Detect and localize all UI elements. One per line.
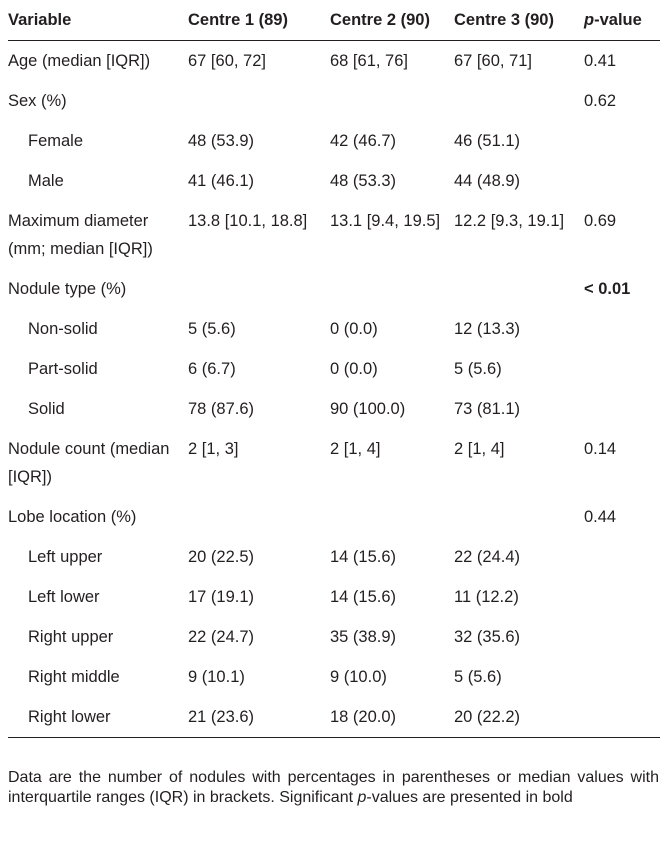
header-p-italic: p xyxy=(584,10,595,29)
row-label: Male xyxy=(28,172,64,190)
footnote-p-italic: p xyxy=(357,789,367,806)
cell-centre-2: 48 (53.3) xyxy=(330,172,397,190)
cell-centre-2: 35 (38.9) xyxy=(330,628,397,646)
nodule-characteristics-table xyxy=(8,0,660,738)
cell-centre-1 xyxy=(188,81,330,121)
row-label: Left lower xyxy=(28,588,100,606)
row-label: Part-solid xyxy=(28,360,98,378)
row-label: Solid xyxy=(28,400,65,418)
cell-centre-1: 13.8 [10.1, 18.8] xyxy=(188,212,308,230)
table-footnote xyxy=(8,768,659,808)
cell-p-value xyxy=(584,537,660,577)
cell-centre-3: 46 (51.1) xyxy=(454,132,521,150)
cell-centre-2: 14 (15.6) xyxy=(330,588,397,606)
cell-p-value xyxy=(584,349,660,389)
cell-centre-3: 5 (5.6) xyxy=(454,360,502,378)
table-row xyxy=(8,389,660,429)
header-centre-3: Centre 3 (90) xyxy=(454,0,584,41)
cell-centre-3: 12 (13.3) xyxy=(454,320,521,338)
cell-centre-3 xyxy=(454,269,584,309)
header-variable: Variable xyxy=(8,0,188,41)
row-label: Right middle xyxy=(28,668,120,686)
cell-centre-3: 32 (35.6) xyxy=(454,628,521,646)
cell-centre-2 xyxy=(330,269,454,309)
row-label: Non-solid xyxy=(28,320,98,338)
cell-centre-1: 2 [1, 3] xyxy=(188,440,239,458)
cell-centre-1: 22 (24.7) xyxy=(188,628,255,646)
row-label: Left upper xyxy=(28,548,103,566)
table-header xyxy=(8,0,660,41)
table-row xyxy=(8,697,660,738)
table-body xyxy=(8,41,660,738)
cell-centre-3: 44 (48.9) xyxy=(454,172,521,190)
cell-centre-3: 2 [1, 4] xyxy=(454,440,505,458)
cell-centre-1: 21 (23.6) xyxy=(188,697,330,738)
cell-centre-2: 42 (46.7) xyxy=(330,132,397,150)
cell-centre-2: 0 (0.0) xyxy=(330,360,378,378)
cell-centre-1: 17 (19.1) xyxy=(188,588,255,606)
header-row xyxy=(8,0,660,41)
cell-centre-1: 20 (22.5) xyxy=(188,548,255,566)
cell-centre-3: 11 (12.2) xyxy=(454,588,519,606)
cell-centre-3: 12.2 [9.3, 19.1] xyxy=(454,212,565,230)
header-p-rest: -value xyxy=(594,10,642,29)
row-label: Nodule count (median [IQR]) xyxy=(8,440,170,486)
cell-centre-1: 41 (46.1) xyxy=(188,172,255,190)
footnote-text-2: -values are presented in bold xyxy=(366,789,573,806)
footnote-text-1: Data are the number of nodules with percentages in parentheses or median values with interquartile ranges (IQR) in brackets. Significant xyxy=(8,769,659,806)
cell-centre-1 xyxy=(188,497,330,537)
cell-centre-3 xyxy=(454,497,584,537)
cell-centre-2: 0 (0.0) xyxy=(330,320,378,338)
row-label: Lobe location (%) xyxy=(8,508,137,526)
row-label: Maximum diameter (mm; median [IQR]) xyxy=(8,212,153,258)
row-label: Female xyxy=(28,132,84,150)
data-table-container xyxy=(8,0,660,738)
cell-p-value xyxy=(584,697,660,738)
cell-centre-1: 5 (5.6) xyxy=(188,320,236,338)
row-label: Right lower xyxy=(8,697,188,738)
table-row xyxy=(8,497,660,537)
cell-centre-3: 5 (5.6) xyxy=(454,668,502,686)
header-centre-2: Centre 2 (90) xyxy=(330,0,454,41)
cell-centre-1 xyxy=(188,269,330,309)
cell-p-value xyxy=(584,161,660,201)
cell-p-value xyxy=(584,389,660,429)
cell-centre-2: 18 (20.0) xyxy=(330,697,454,738)
cell-centre-2: 9 (10.0) xyxy=(330,668,387,686)
header-centre-1: Centre 1 (89) xyxy=(188,0,330,41)
table-row xyxy=(8,41,660,82)
cell-p-value xyxy=(584,121,660,161)
cell-p-value xyxy=(584,617,660,657)
cell-p-value xyxy=(584,657,660,697)
table-row xyxy=(8,617,660,657)
cell-p-value: 0.44 xyxy=(584,508,617,526)
row-label: Nodule type (%) xyxy=(8,280,127,298)
table-row xyxy=(8,657,660,697)
row-label: Age (median [IQR]) xyxy=(8,52,151,70)
table-row xyxy=(8,201,660,269)
table-row xyxy=(8,349,660,389)
cell-centre-2: 2 [1, 4] xyxy=(330,440,381,458)
cell-centre-1: 9 (10.1) xyxy=(188,668,245,686)
table-row xyxy=(8,577,660,617)
cell-centre-1: 78 (87.6) xyxy=(188,400,255,418)
cell-centre-1: 67 [60, 72] xyxy=(188,52,266,70)
cell-p-value xyxy=(584,577,660,617)
cell-centre-3 xyxy=(454,81,584,121)
table-row xyxy=(8,537,660,577)
cell-centre-3: 20 (22.2) xyxy=(454,697,584,738)
row-label: Sex (%) xyxy=(8,92,67,110)
cell-p-value: 0.69 xyxy=(584,212,617,230)
cell-p-value: 0.41 xyxy=(584,52,617,70)
cell-p-value: < 0.01 xyxy=(584,280,631,298)
table-row xyxy=(8,309,660,349)
cell-p-value xyxy=(584,309,660,349)
table-row xyxy=(8,269,660,309)
cell-centre-3: 67 [60, 71] xyxy=(454,52,532,70)
header-p-value xyxy=(584,0,660,41)
cell-centre-2: 14 (15.6) xyxy=(330,548,397,566)
cell-centre-2 xyxy=(330,497,454,537)
table-row xyxy=(8,161,660,201)
cell-centre-2 xyxy=(330,81,454,121)
cell-centre-2: 90 (100.0) xyxy=(330,400,406,418)
cell-centre-3: 73 (81.1) xyxy=(454,400,521,418)
row-label: Right upper xyxy=(28,628,114,646)
table-row xyxy=(8,81,660,121)
cell-centre-2: 68 [61, 76] xyxy=(330,52,408,70)
cell-centre-1: 6 (6.7) xyxy=(188,360,236,378)
table-row xyxy=(8,429,660,497)
table-row xyxy=(8,121,660,161)
cell-p-value: 0.14 xyxy=(584,440,617,458)
cell-centre-2: 13.1 [9.4, 19.5] xyxy=(330,212,441,230)
cell-centre-1: 48 (53.9) xyxy=(188,132,255,150)
cell-centre-3: 22 (24.4) xyxy=(454,548,521,566)
cell-p-value: 0.62 xyxy=(584,92,617,110)
